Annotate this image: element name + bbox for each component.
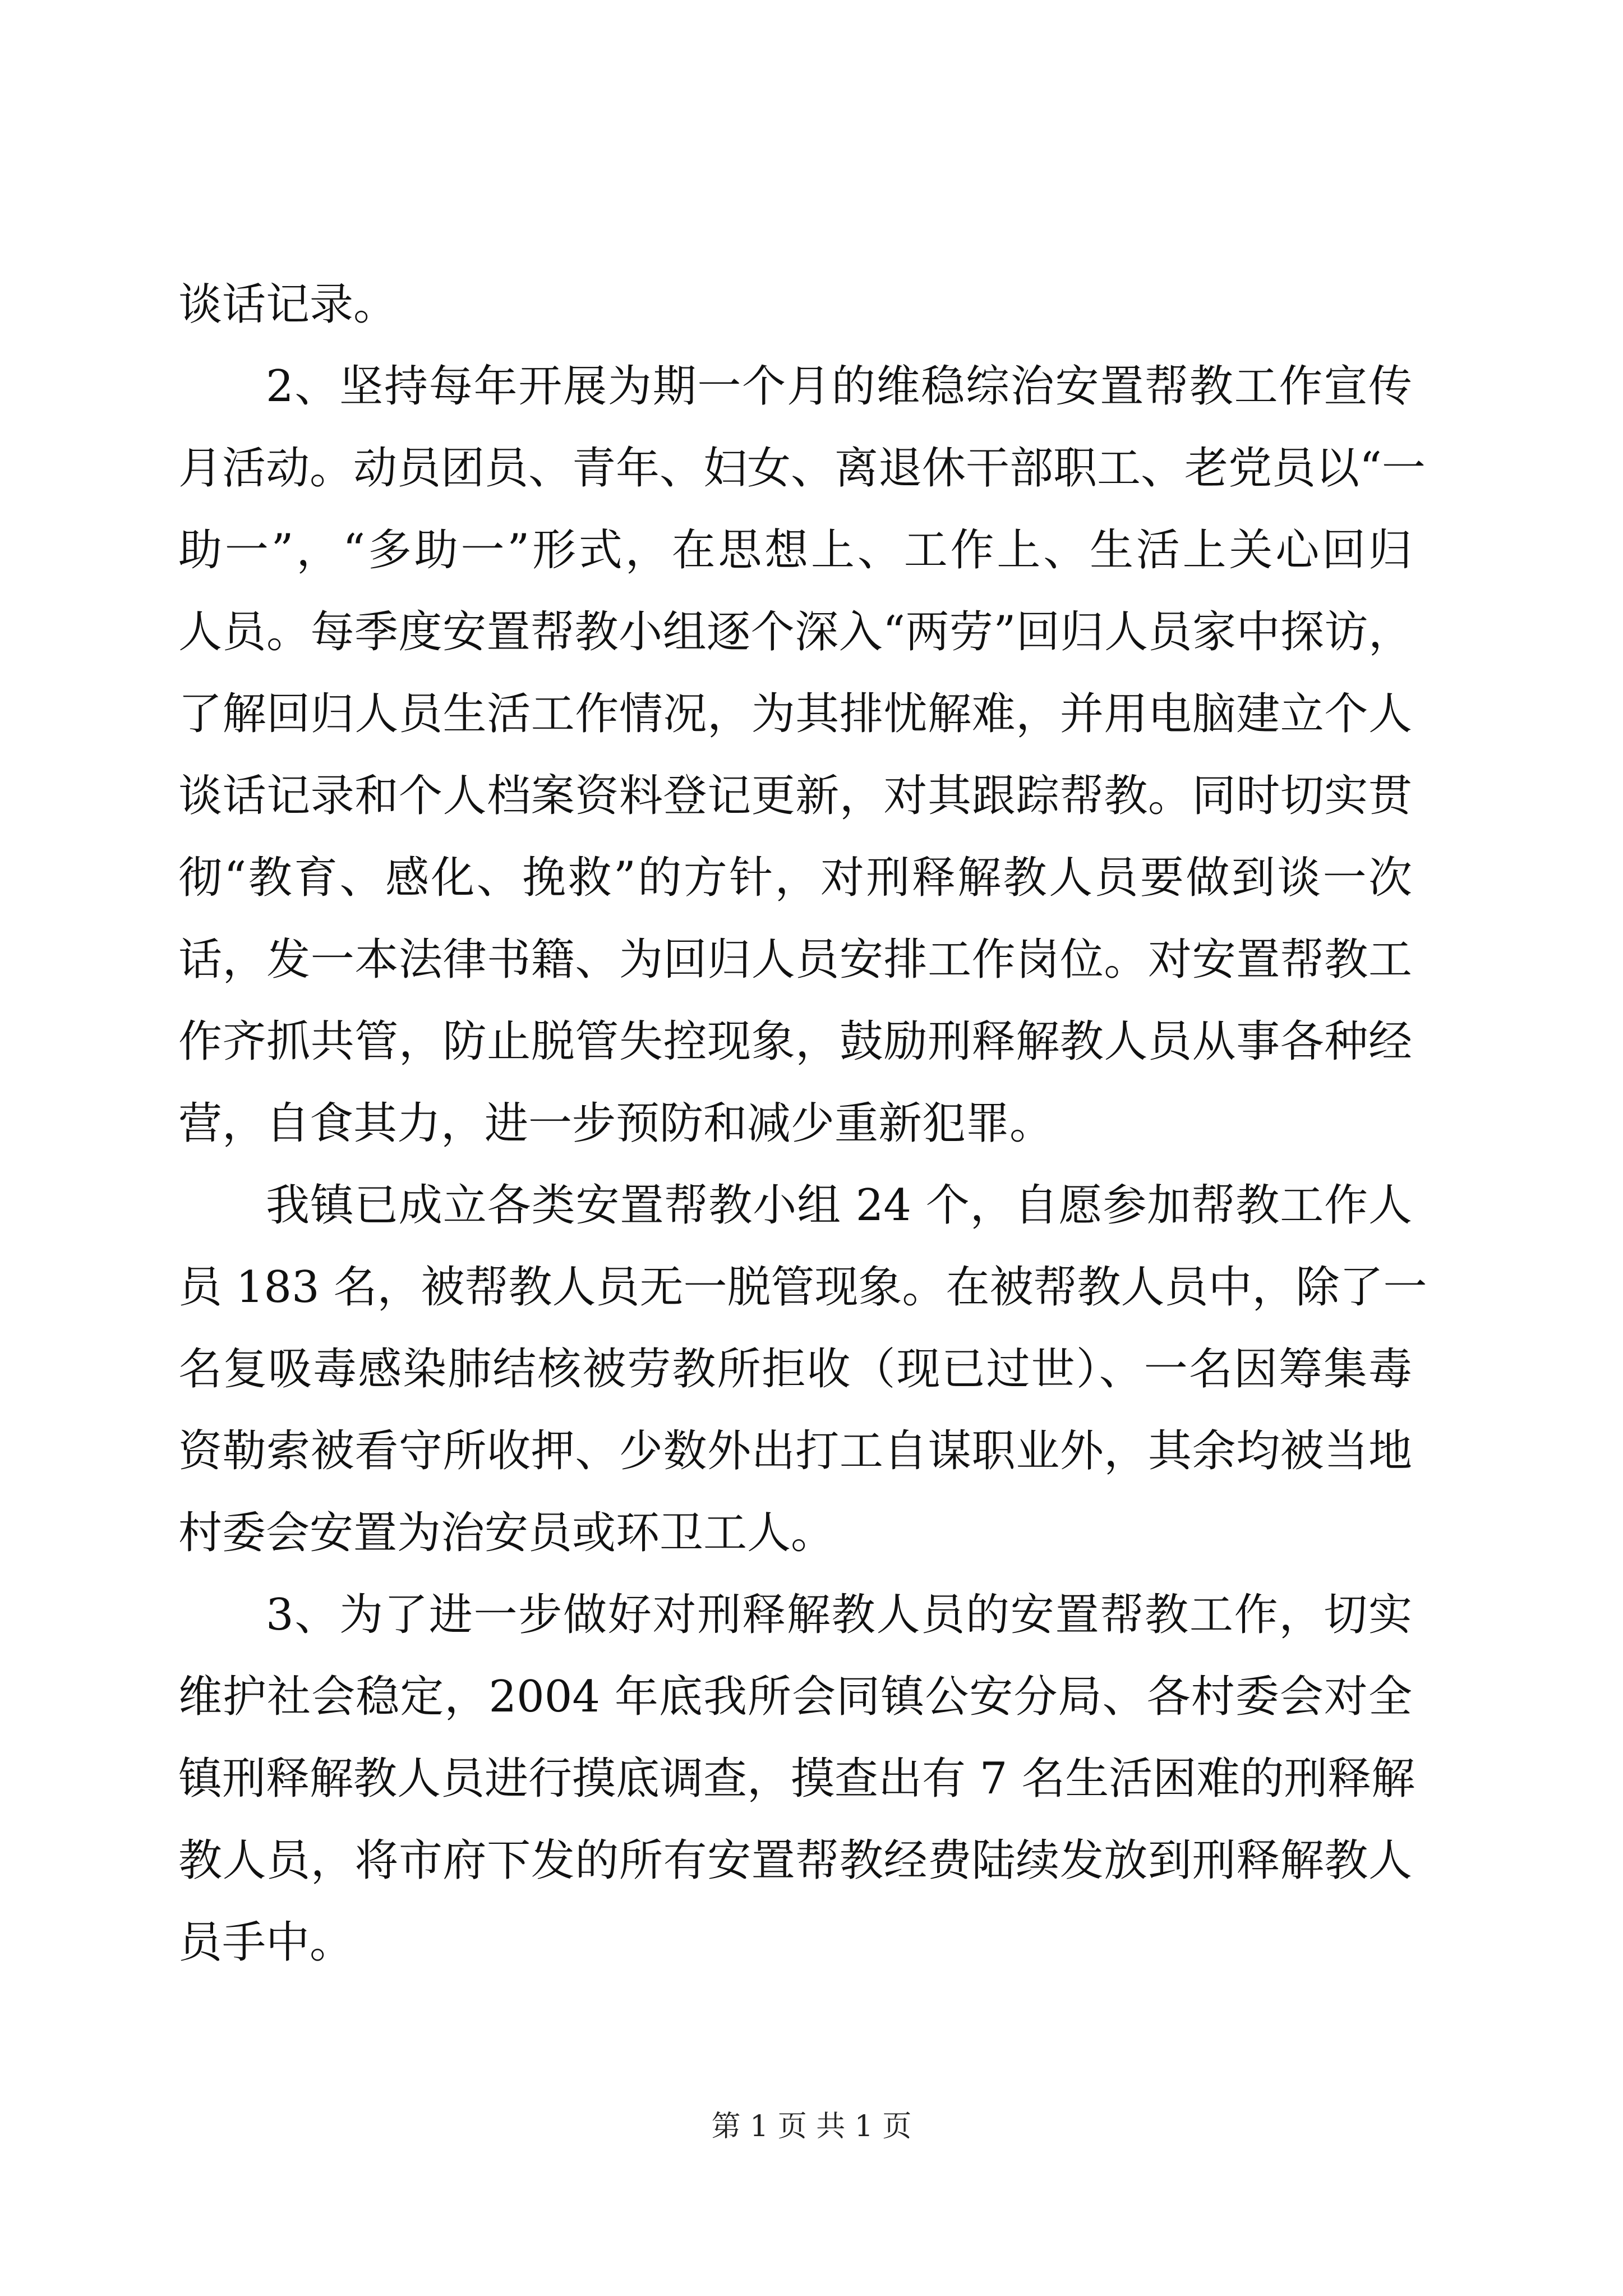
text-line: 2、坚持每年开展为期一个月的维稳综治安置帮教工作宣传 bbox=[266, 361, 1412, 412]
text-line: 镇刑释解教人员进行摸底调查，摸查出有 7 名生活困难的刑释解 bbox=[178, 1754, 1415, 1804]
text-line: 人员。每季度安置帮教小组逐个深入“两劳”回归人员家中探访， bbox=[178, 607, 1412, 657]
text-line: 月活动。动员团员、青年、妇女、离退休干部职工、老党员以“一 bbox=[178, 443, 1426, 494]
text-line: 教人员，将市府下发的所有安置帮教经费陆续发放到刑释解教人 bbox=[178, 1835, 1412, 1886]
text-line: 资勒索被看守所收押、少数外出打工自谋职业外，其余均被当地 bbox=[178, 1426, 1412, 1476]
page-footer: 第 1 页 共 1 页 bbox=[711, 2110, 912, 2143]
text-line: 了解回归人员生活工作情况，为其排忧解难，并用电脑建立个人 bbox=[178, 689, 1412, 739]
text-line: 谈话记录。 bbox=[178, 279, 398, 330]
text-line: 作齐抓共管，防止脱管失控现象，鼓励刑释解教人员从事各种经 bbox=[178, 1016, 1412, 1067]
text-line: 名复吸毒感染肺结核被劳教所拒收（现已过世）、一名因筹集毒 bbox=[178, 1344, 1412, 1395]
text-line: 3、为了进一步做好对刑释解教人员的安置帮教工作，切实 bbox=[266, 1590, 1412, 1640]
text-line: 员手中。 bbox=[178, 1917, 354, 1968]
document-body bbox=[178, 264, 1427, 1984]
text-line: 村委会安置为治安员或环卫工人。 bbox=[178, 1508, 835, 1558]
text-line: 我镇已成立各类安置帮教小组 24 个，自愿参加帮教工作人 bbox=[266, 1180, 1412, 1231]
text-line: 彻“教育、感化、挽救”的方针，对刑释解教人员要做到谈一次 bbox=[178, 853, 1412, 903]
text-line: 营，自食其力，进一步预防和减少重新犯罪。 bbox=[178, 1098, 1054, 1149]
text-line: 维护社会稳定，2004 年底我所会同镇公安分局、各村委会对全 bbox=[178, 1672, 1412, 1722]
text-line: 话，发一本法律书籍、为回归人员安排工作岗位。对安置帮教工 bbox=[178, 935, 1412, 985]
text-line: 谈话记录和个人档案资料登记更新，对其跟踪帮教。同时切实贯 bbox=[178, 771, 1412, 821]
text-line: 助一”，“多助一”形式，在思想上、工作上、生活上关心回归 bbox=[178, 525, 1412, 576]
text-line: 员 183 名，被帮教人员无一脱管现象。在被帮教人员中，除了一 bbox=[178, 1262, 1427, 1313]
